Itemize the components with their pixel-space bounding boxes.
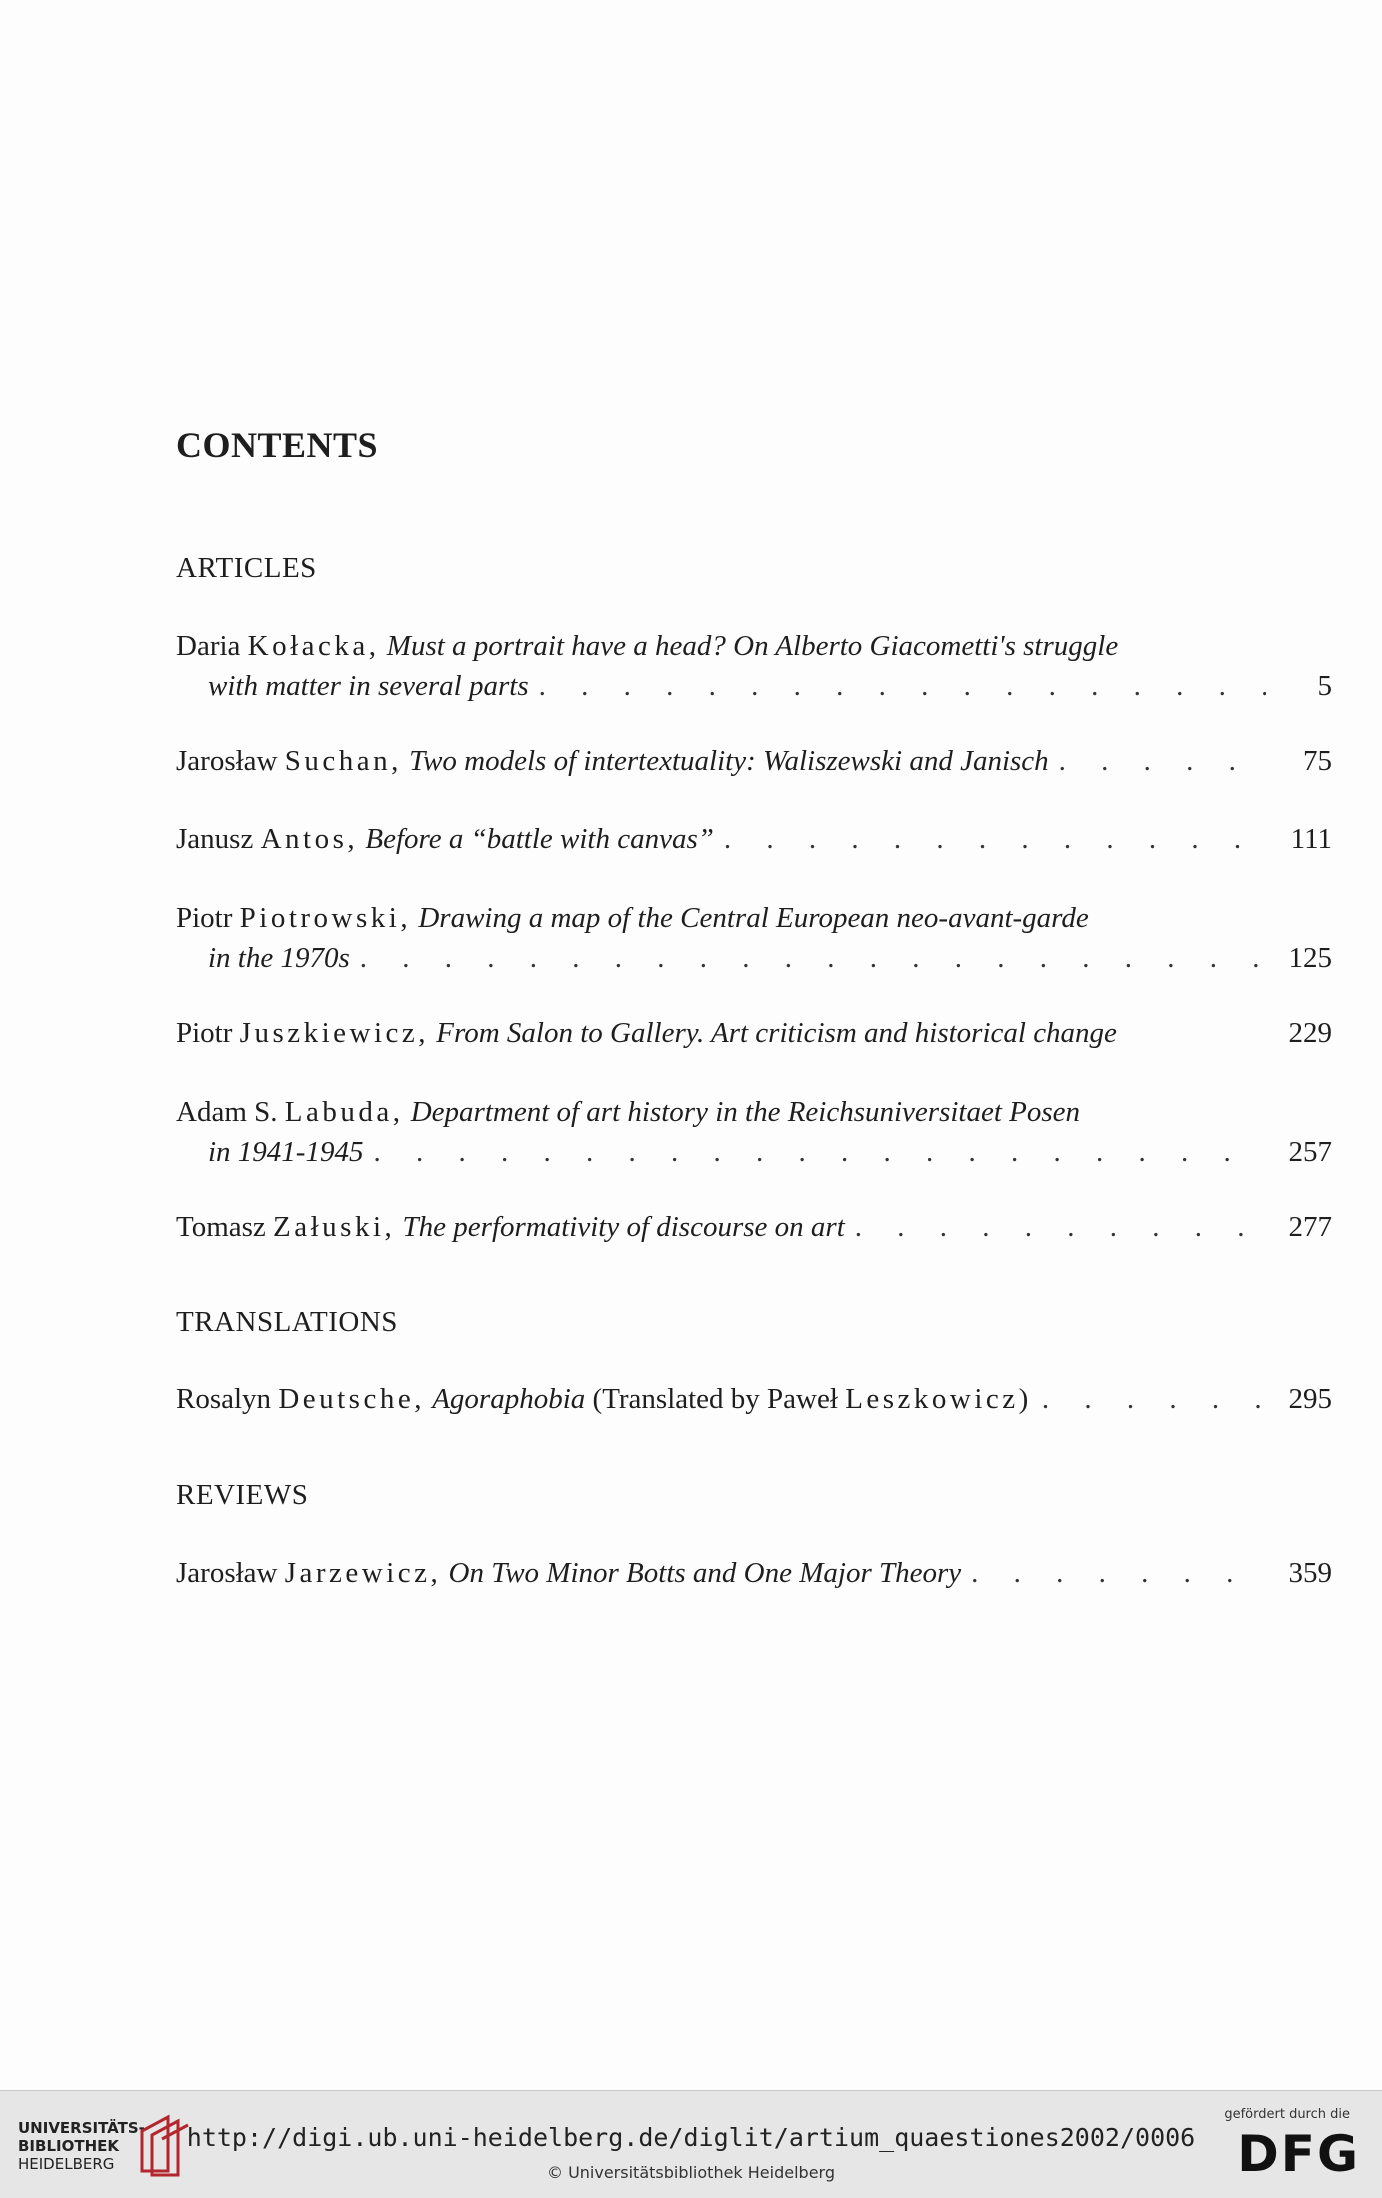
- translator-name: Leszkowicz): [845, 1383, 1032, 1415]
- footer-bar: [0, 2090, 1382, 2198]
- page-number: 295: [1288, 1383, 1332, 1415]
- dot-leader: [1059, 745, 1266, 778]
- entry-title-continued: in the 1970s: [208, 942, 350, 974]
- author-last-name: Załuski,: [273, 1211, 396, 1243]
- author-first-name: Rosalyn: [176, 1383, 272, 1415]
- section-heading-reviews: REVIEWS: [176, 1479, 309, 1511]
- dot-leader: [1042, 1383, 1266, 1416]
- author-last-name: Suchan,: [284, 745, 402, 777]
- author-last-name: Kołacka,: [247, 630, 380, 662]
- author-last-name: Labuda,: [284, 1096, 404, 1128]
- author-first-name: Janusz: [176, 823, 254, 855]
- entry-title: Department of art history in the Reichsuniversitaet Posen: [410, 1096, 1081, 1128]
- dot-leader: [971, 1557, 1266, 1590]
- entry-title: Before a “battle with canvas”: [365, 823, 714, 855]
- author-last-name: Juszkiewicz,: [239, 1017, 430, 1049]
- page-number: 359: [1288, 1557, 1332, 1589]
- toc-entry[interactable]: [176, 1557, 1332, 1597]
- page-title: CONTENTS: [176, 425, 379, 465]
- author-first-name: Adam S.: [176, 1096, 278, 1128]
- translator-note: (Translated by Paweł: [592, 1383, 838, 1415]
- author-first-name: Jarosław: [176, 745, 278, 777]
- author-last-name: Jarzewicz,: [284, 1557, 442, 1589]
- entry-title: On Two Minor Botts and One Major Theory: [448, 1557, 962, 1589]
- page-number: 125: [1288, 942, 1332, 974]
- entry-title-continued: in 1941-1945: [208, 1136, 364, 1168]
- dot-leader: [539, 670, 1266, 703]
- author-last-name: Piotrowski,: [239, 902, 412, 934]
- copyright-text: © Universitätsbibliothek Heidelberg: [546, 2163, 835, 2182]
- dot-leader: [360, 942, 1266, 975]
- toc-entry[interactable]: [176, 1383, 1332, 1423]
- author-first-name: Daria: [176, 630, 241, 662]
- author-first-name: Jarosław: [176, 1557, 278, 1589]
- toc-entry[interactable]: [176, 630, 1332, 710]
- toc-entry[interactable]: [176, 745, 1332, 785]
- author-first-name: Tomasz: [176, 1211, 266, 1243]
- library-name-line: BIBLIOTHEK: [18, 2137, 119, 2155]
- page-number: 229: [1288, 1017, 1332, 1049]
- toc-entry[interactable]: [176, 1096, 1332, 1176]
- toc-entry[interactable]: [176, 1017, 1332, 1057]
- section-heading-translations: TRANSLATIONS: [176, 1306, 398, 1338]
- page-number: 5: [1317, 670, 1332, 702]
- toc-entry[interactable]: [176, 902, 1332, 982]
- section-heading-articles: ARTICLES: [176, 552, 317, 584]
- page-number: 257: [1288, 1136, 1332, 1168]
- entry-title: Drawing a map of the Central European neo-avant-garde: [418, 902, 1089, 934]
- entry-title: Agoraphobia: [432, 1383, 586, 1415]
- author-last-name: Deutsche,: [278, 1383, 425, 1415]
- page-number: 75: [1303, 745, 1332, 777]
- page-number: 111: [1290, 823, 1332, 855]
- document-url-link[interactable]: http://digi.ub.uni-heidelberg.de/diglit/artium_quaestiones2002/0006: [186, 2123, 1196, 2152]
- page-number: 277: [1288, 1211, 1332, 1243]
- dot-leader: [724, 823, 1266, 856]
- entry-title-continued: with matter in several parts: [208, 670, 529, 702]
- entry-title: Two models of intertextuality: Waliszewski and Janisch: [409, 745, 1049, 777]
- dot-leader: [855, 1211, 1266, 1244]
- funder-label: gefördert durch die: [1224, 2107, 1350, 2122]
- library-name-line: UNIVERSITÄTS-: [18, 2119, 145, 2137]
- entry-title: The performativity of discourse on art: [402, 1211, 845, 1243]
- author-last-name: Antos,: [260, 823, 359, 855]
- author-first-name: Piotr: [176, 902, 233, 934]
- toc-entry[interactable]: [176, 823, 1332, 863]
- dfg-logo: DFG: [1237, 2125, 1360, 2183]
- entry-title: Must a portrait have a head? On Alberto Giacometti's struggle: [386, 630, 1119, 662]
- entry-title: From Salon to Gallery. Art criticism and historical change: [436, 1017, 1117, 1049]
- dot-leader: [373, 1136, 1266, 1169]
- library-name-line: HEIDELBERG: [18, 2155, 115, 2173]
- toc-entry[interactable]: [176, 1211, 1332, 1251]
- author-first-name: Piotr: [176, 1017, 233, 1049]
